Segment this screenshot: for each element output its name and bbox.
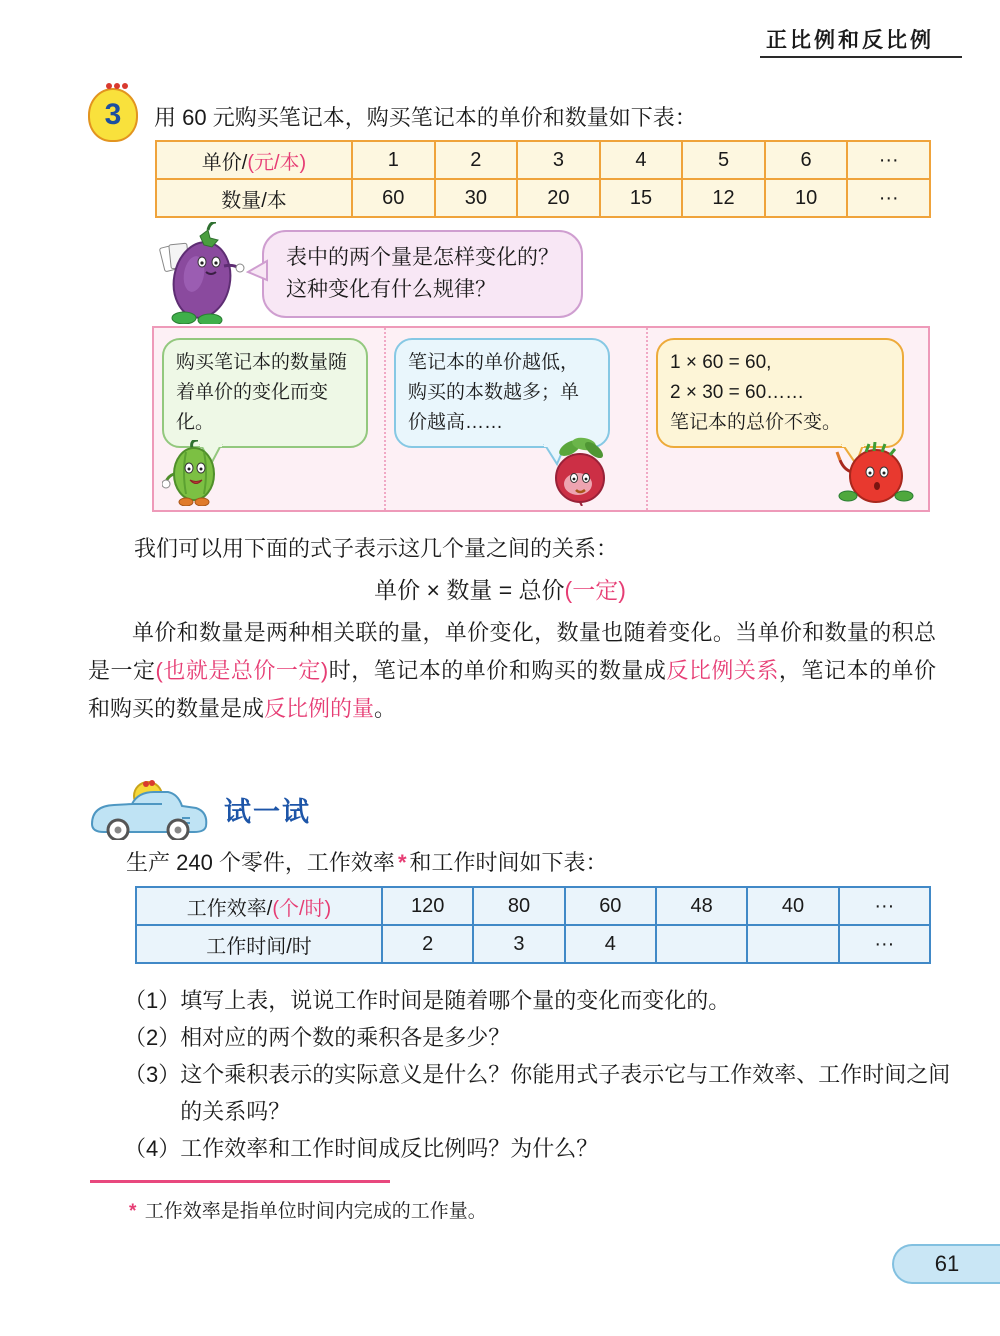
table-row (136, 887, 930, 925)
cell: 10 (765, 179, 848, 217)
formula-constant-note: (一定) (564, 577, 626, 603)
answer-column-1 (154, 328, 386, 510)
explanation-paragraph: 单价和数量是两种相关联的量，单价变化，数量也随着变化。当单价和数量的积总是一定(也就是总价一定)时，笔记本的单价和购买的数量成反比例关系，笔记本的单价和购买的数量是成反比例的量。 (88, 620, 936, 721)
table-row (156, 141, 930, 179)
cell: 2 (382, 925, 473, 963)
footnote-text: * 工作效率是指单位时间内完成的工作量。 (126, 1196, 487, 1223)
formula-black: 单价 × 数量 = 总价 (374, 577, 565, 603)
row-header-cell: 数量/本 (156, 179, 352, 217)
teacher-question-row (150, 222, 583, 324)
cell: 5 (682, 141, 765, 179)
question-4: （4） 工作效率和工作时间成反比例吗？为什么？ (124, 1136, 599, 1161)
cell: 40 (747, 887, 838, 925)
row-header-cell: 工作效率/(个/时) (136, 887, 382, 925)
cell: ··· (839, 887, 930, 925)
cell: 120 (382, 887, 473, 925)
row-header-cell: 工作时间/时 (136, 925, 382, 963)
footnote-asterisk: * (397, 850, 407, 875)
question-1: （1） 填写上表，说说工作时间是随着哪个量的变化而变化的。 (124, 988, 731, 1013)
cell (656, 925, 747, 963)
question-list (124, 982, 952, 1167)
chick-comb-icon (106, 83, 128, 89)
table-row (136, 925, 930, 963)
problem-number: 3 (104, 98, 122, 131)
cell: 80 (473, 887, 564, 925)
problem-statement: 用 60 元购买笔记本，购买笔记本的单价和数量如下表： (154, 104, 697, 130)
cell (747, 925, 838, 963)
cell: 4 (600, 141, 683, 179)
cell: 60 (352, 179, 435, 217)
try-section-header (86, 778, 311, 840)
radish-speech-bubble: 笔记本的单价越低，购买的本数越多；单价越高…… (394, 338, 610, 448)
price-quantity-table (155, 140, 931, 218)
student-answers-box (152, 326, 930, 512)
cell: ··· (839, 925, 930, 963)
cell: 12 (682, 179, 765, 217)
cell: ··· (847, 179, 930, 217)
chapter-title: 正比例和反比例 (760, 29, 962, 58)
answer-column-2 (386, 328, 648, 510)
question-3: （3） 这个乘积表示的实际意义是什么？你能用式子表示它与工作效率、工作时间之间的关系吗？ (124, 1062, 951, 1124)
footnote-asterisk: * (129, 1201, 137, 1222)
page-header (760, 24, 962, 54)
cell: 3 (473, 925, 564, 963)
formula-line (0, 572, 1000, 605)
teacher-question-line1: 表中的两个量是怎样变化的？ (286, 246, 559, 269)
try-section-title: 试一试 (224, 796, 311, 827)
cell: 48 (656, 887, 747, 925)
cell: 1 (352, 141, 435, 179)
efficiency-time-table (135, 886, 931, 964)
car-character-illustration (86, 778, 208, 840)
cell: 2 (435, 141, 518, 179)
cell: ··· (847, 141, 930, 179)
pepper-speech-bubble: 购买笔记本的数量随着单价的变化而变化。 (162, 338, 368, 448)
cell: 20 (517, 179, 600, 217)
teacher-question-line2: 这种变化有什么规律？ (286, 278, 496, 301)
cell: 6 (765, 141, 848, 179)
answer-column-3 (648, 328, 926, 510)
tomato-speech-bubble: 1 × 60 = 60, 2 × 30 = 60…… 笔记本的总价不变。 (656, 338, 904, 448)
cell: 30 (435, 179, 518, 217)
relation-intro-text: 我们可以用下面的式子表示这几个量之间的关系： (134, 536, 619, 561)
speech-bubble-tail (246, 258, 268, 284)
footnote-divider (90, 1180, 390, 1183)
tomato-character-illustration (832, 442, 916, 504)
question-2: （2） 相对应的两个数的乘积各是多少？ (124, 1025, 511, 1050)
problem-number-badge (88, 88, 140, 144)
cell: 3 (517, 141, 600, 179)
eggplant-character-illustration (150, 222, 246, 324)
try-statement: 生产 240 个零件，工作效率 * 和工作时间如下表： (126, 850, 608, 875)
page-number-badge: 61 (892, 1244, 1000, 1284)
teacher-speech-bubble (262, 230, 583, 318)
radish-character-illustration (548, 436, 612, 506)
cell: 60 (565, 887, 656, 925)
pepper-character-illustration (162, 440, 228, 506)
cell: 15 (600, 179, 683, 217)
row-header-cell: 单价/(元/本) (156, 141, 352, 179)
table-row (156, 179, 930, 217)
problem-3-row (88, 88, 948, 144)
cell: 4 (565, 925, 656, 963)
